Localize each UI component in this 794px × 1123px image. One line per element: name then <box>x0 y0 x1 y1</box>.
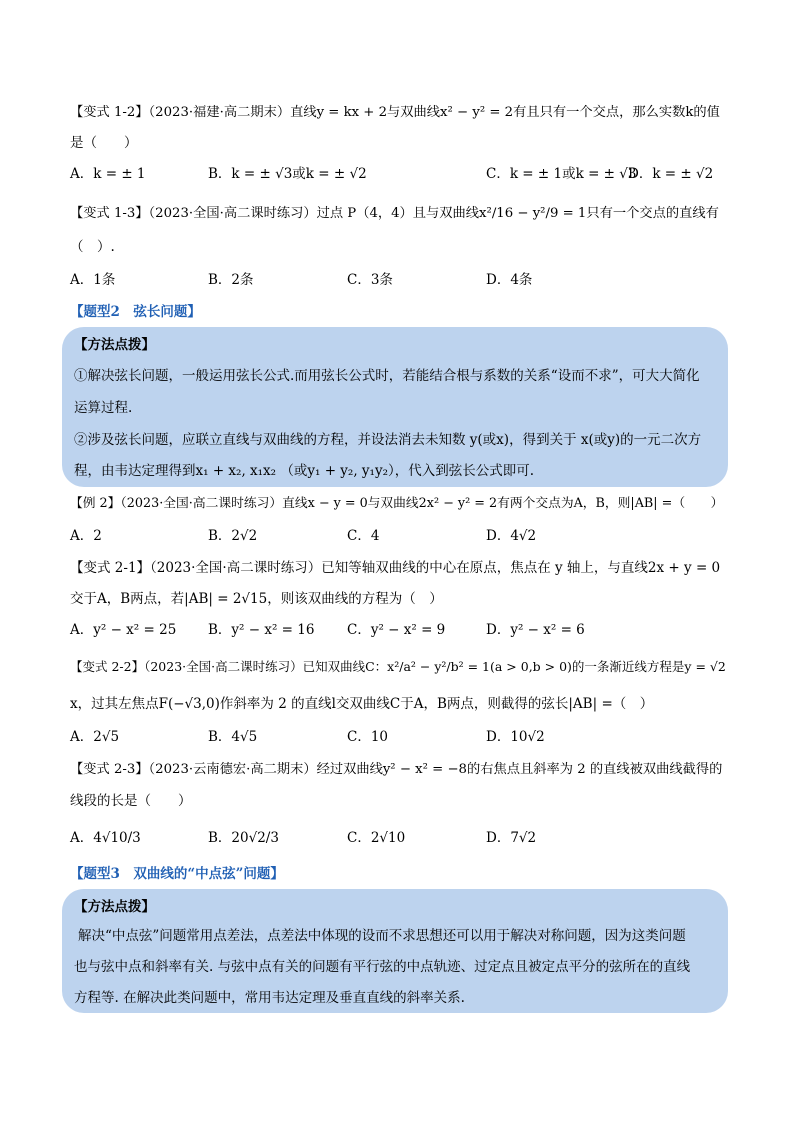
option-c: C．3条 <box>347 272 393 288</box>
option-b: B．20√2/3 <box>208 830 279 846</box>
option-c: C．2√10 <box>347 830 406 846</box>
method-title: 【方法点拨】 <box>74 899 155 915</box>
option-a: A．y² − x² = 25 <box>70 622 177 638</box>
option-b: B．2√2 <box>208 528 258 544</box>
question-v2-1-stem-cont: 交于A，B两点，若|AB| = 2√15，则该双曲线的方程为（ ） <box>70 591 443 607</box>
question-v1-2-stem: 【变式 1-2】（2023·福建·高二期末）直线y = kx + 2与双曲线x² − y² = 2有且只有一个交点，那么实数k的值 <box>70 105 720 120</box>
option-d: D．y² − x² = 6 <box>486 622 585 638</box>
option-a: A．4√10/3 <box>70 830 141 846</box>
question-v2-3-stem-cont: 线段的长是（ ） <box>70 793 192 809</box>
question-v2-1-stem: 【变式 2-1】（2023·全国·高二课时练习）已知等轴双曲线的中心在原点，焦点在 y 轴上，与直线2x + y = 0 <box>70 560 721 576</box>
question-v1-3-stem: 【变式 1-3】（2023·全国·高二课时练习）过点 P（4，4）且与双曲线x²/16 − y²/9 = 1只有一个交点的直线有 <box>70 206 719 221</box>
method-line: 方程等. 在解决此类问题中，常用韦达定理及垂直直线的斜率关系. <box>74 990 465 1006</box>
option-c: C．4 <box>347 528 380 544</box>
option-b: B．y² − x² = 16 <box>208 622 315 638</box>
method-line: 运算过程. <box>74 400 133 416</box>
option-b: B．4√5 <box>208 729 258 745</box>
option-a: A．1条 <box>70 272 116 288</box>
option-d: D．k = ± √2 <box>628 166 714 182</box>
method-line: 也与弦中点和斜率有关. 与弦中点有关的问题有平行弦的中点轨迹、过定点且被定点平分的弦所在的直线 <box>74 959 691 975</box>
section-heading-3: 【题型3 双曲线的“中点弦”问题】 <box>70 866 284 882</box>
question-v2-3-stem: 【变式 2-3】（2023·云南德宏·高二期末）经过双曲线y² − x² = −8的右焦点且斜率为 2 的直线被双曲线截得的 <box>70 762 723 777</box>
question-v1-3-stem-cont: （ ）. <box>70 239 115 255</box>
section-heading-2: 【题型2 弦长问题】 <box>70 304 201 320</box>
option-a: A．k = ± 1 <box>70 166 146 182</box>
option-c: C．10 <box>347 729 389 745</box>
question-ex2-stem: 【例 2】（2023·全国·高二课时练习）直线x − y = 0与双曲线2x² − y² = 2有两个交点为A，B，则|AB| =（ ） <box>70 496 724 511</box>
method-box-2 <box>62 327 728 487</box>
option-d: D．10√2 <box>486 729 545 745</box>
method-title: 【方法点拨】 <box>74 337 155 353</box>
option-d: D．7√2 <box>486 830 537 846</box>
method-line: 解决“中点弦”问题常用点差法，点差法中体现的设而不求思想还可以用于解决对称问题，因为这类问题 <box>78 928 686 944</box>
option-a: A．2√5 <box>70 729 120 745</box>
question-v1-2-stem-cont: 是（ ） <box>70 135 138 151</box>
method-line: 程，由韦达定理得到x₁ + x₂, x₁x₂ （或y₁ + y₂, y₁y₂），代入到弦长公式即可. <box>74 463 535 479</box>
option-d: D．4条 <box>486 272 533 288</box>
option-a: A．2 <box>70 528 102 544</box>
option-b: B．2条 <box>208 272 254 288</box>
option-b: B．k = ± √3或k = ± √2 <box>208 166 367 182</box>
method-line: ①解决弦长问题，一般运用弦长公式.而用弦长公式时，若能结合根与系数的关系“设而不求”，可大大简化 <box>74 368 700 384</box>
option-c: C．y² − x² = 9 <box>347 622 446 638</box>
option-c: C．k = ± 1或k = ± √3 <box>486 166 637 182</box>
option-d: D．4√2 <box>486 528 537 544</box>
question-v2-2-stem-cont: x，过其左焦点F(−√3,0)作斜率为 2 的直线l交双曲线C于A，B两点，则截得的弦长|AB| =（ ） <box>70 696 654 712</box>
question-v2-2-stem: 【变式 2-2】（2023·全国·高二课时练习）已知双曲线C：x²/a² − y²/b² = 1(a > 0,b > 0)的一条渐近线方程是y = √2 <box>70 659 726 674</box>
method-line: ②涉及弦长问题，应联立直线与双曲线的方程，并设法消去未知数 y(或x)，得到关于 x(或y)的一元二次方 <box>74 432 702 448</box>
method-box-3 <box>62 889 728 1013</box>
